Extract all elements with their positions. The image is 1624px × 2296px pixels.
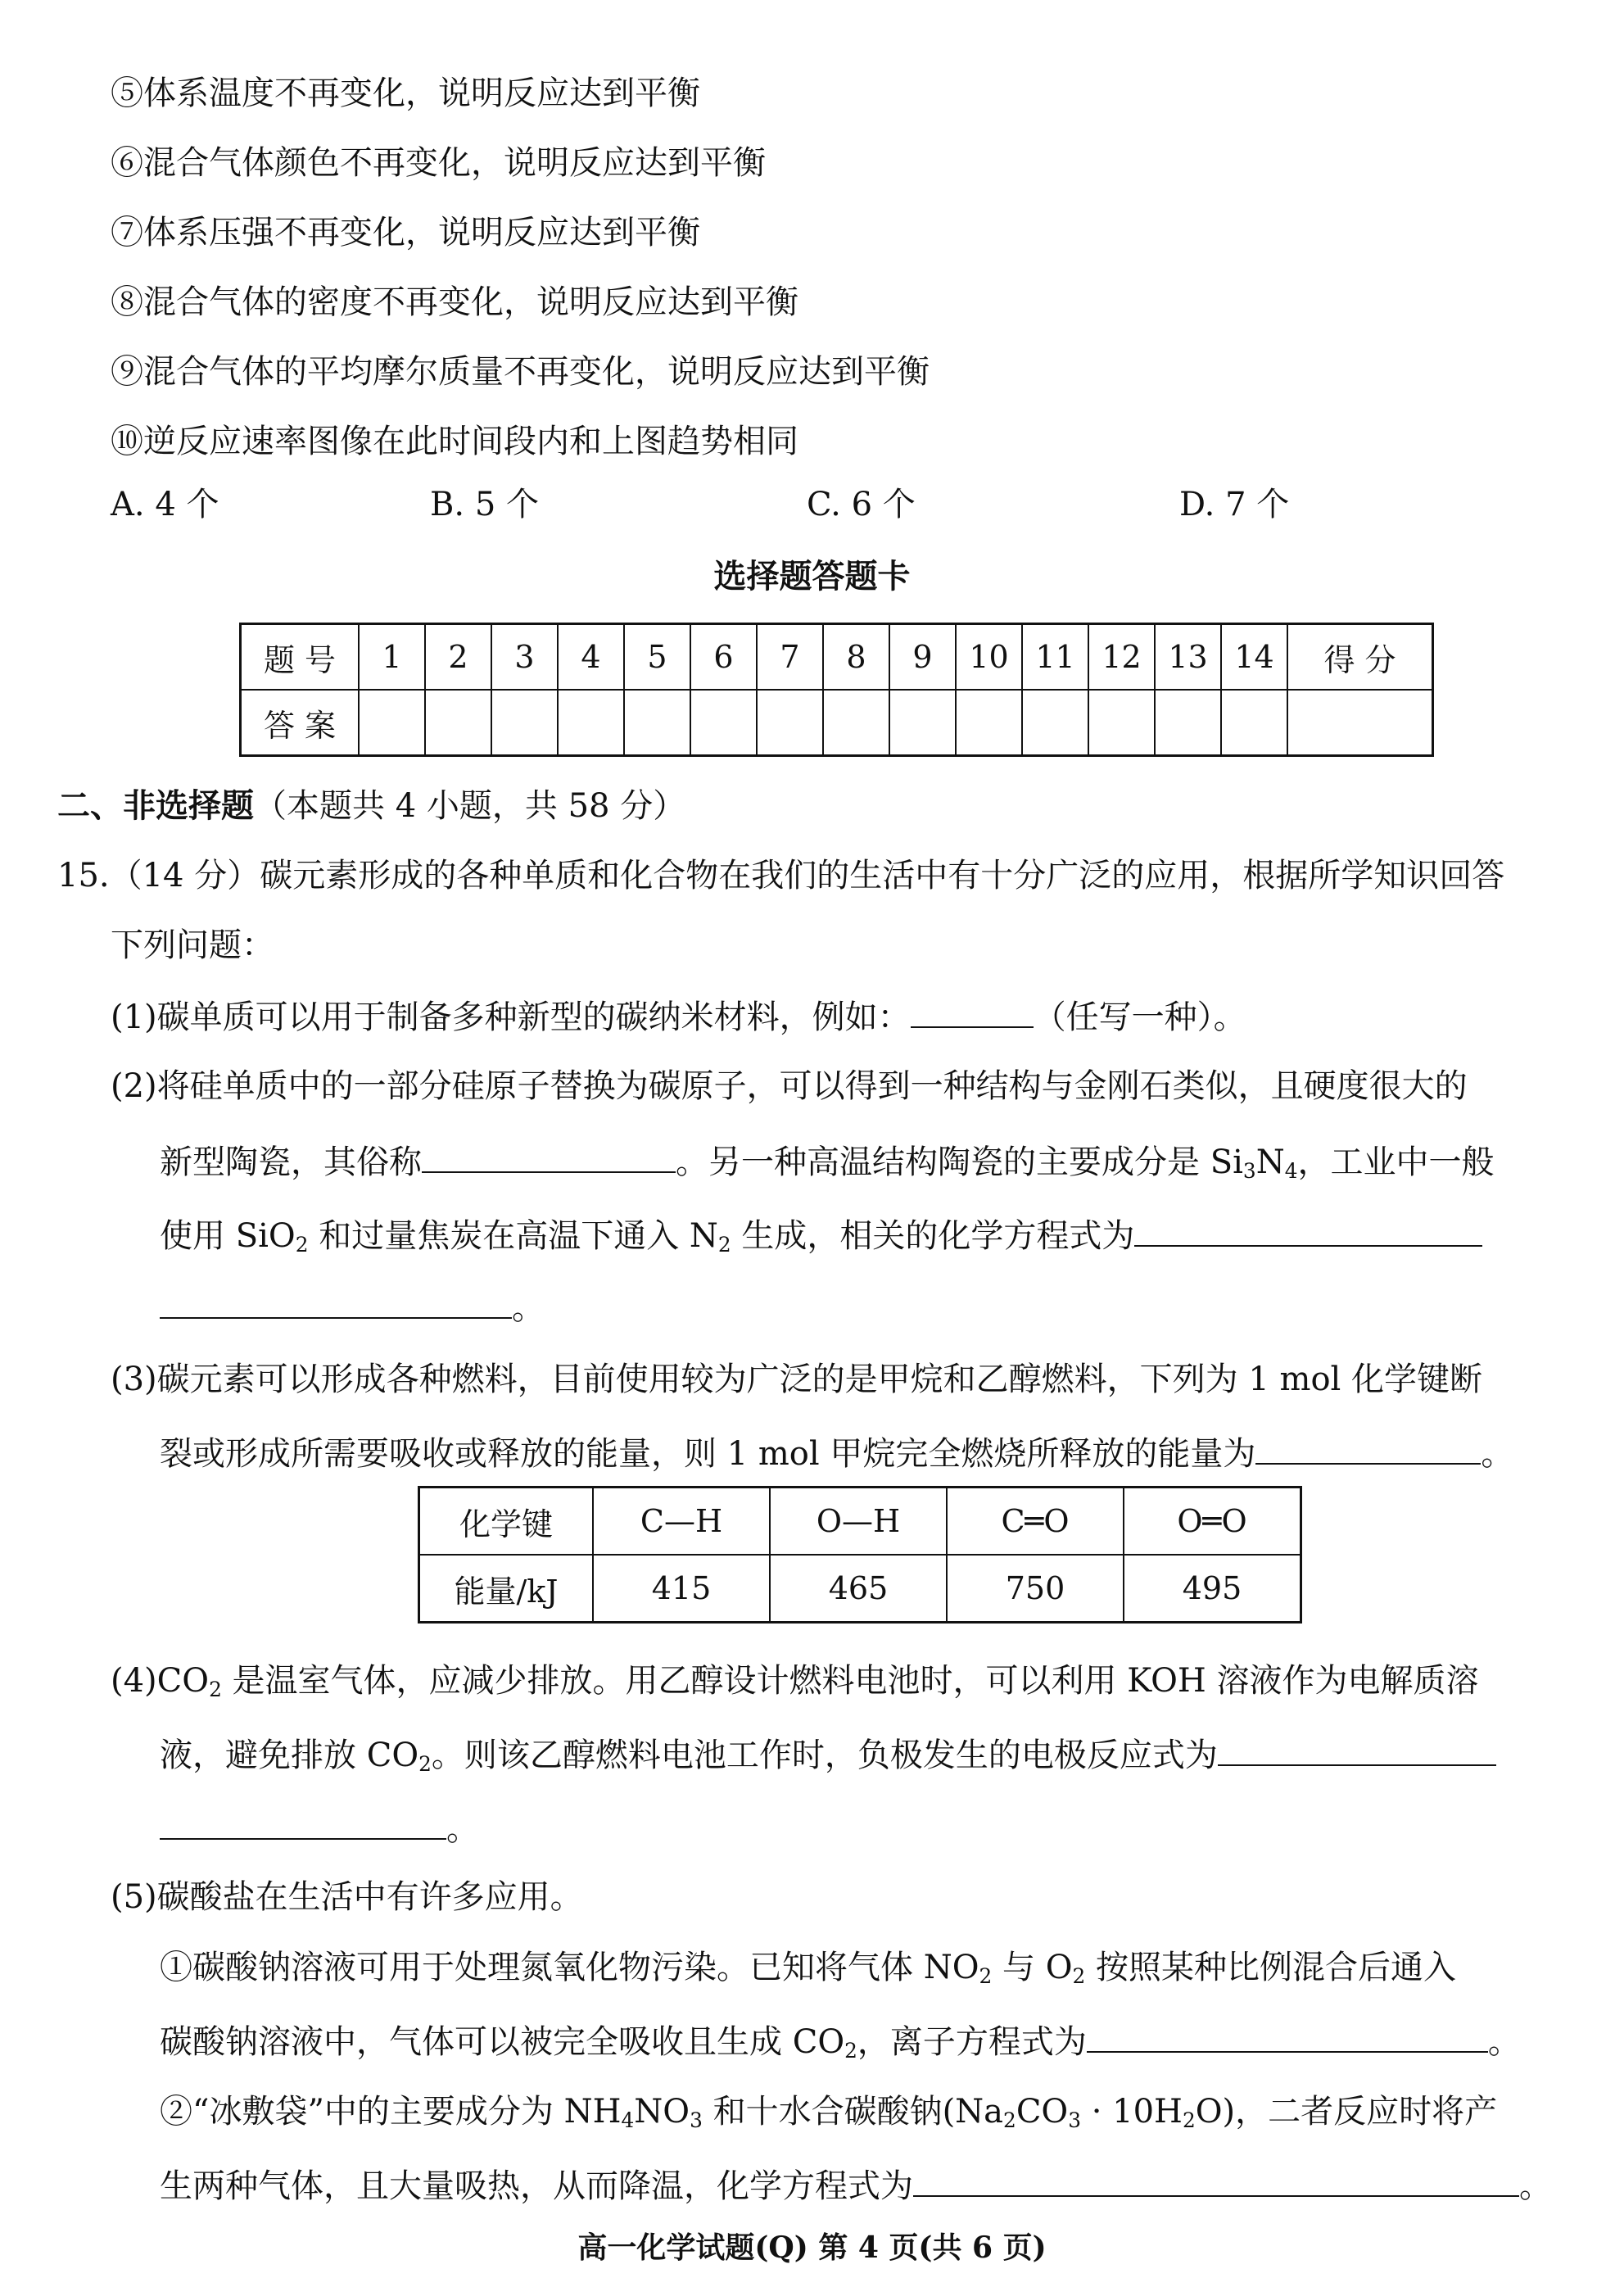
question-number: 10 [956, 624, 1022, 691]
question-number: 13 [1155, 624, 1221, 691]
subscript: 2 [844, 2039, 857, 2063]
bond-type: O—H [770, 1488, 947, 1556]
statement-9: ⑨混合气体的平均摩尔质量不再变化，说明反应达到平衡 [111, 353, 930, 391]
end-mark: 。 [512, 1289, 545, 1327]
subscript: 3 [690, 2108, 703, 2133]
answer-blank-5-cont[interactable] [160, 1807, 446, 1840]
question-number: 9 [889, 624, 956, 691]
answer-cell[interactable] [624, 690, 690, 756]
energy-value: 495 [1124, 1555, 1301, 1623]
statement-5: ⑤体系温度不再变化，说明反应达到平衡 [111, 75, 700, 112]
end-mark: 。 [446, 1810, 479, 1848]
answer-cell[interactable] [1022, 690, 1088, 756]
bond-header-row [419, 1488, 1301, 1556]
subscript: 3 [1242, 1159, 1256, 1184]
subscript: 2 [209, 1678, 222, 1702]
energy-value: 465 [770, 1555, 947, 1623]
answer-cell[interactable] [491, 690, 558, 756]
q15-part2-text: 和过量焦炭在高温下通入 N [308, 1217, 718, 1255]
energy-label: 能量/kJ [419, 1555, 594, 1623]
q15-part2-line4 [160, 1286, 545, 1328]
answer-blank-3[interactable] [1134, 1214, 1482, 1247]
q15-part2-line2 [160, 1140, 1494, 1182]
question-number: 14 [1221, 624, 1287, 691]
question-number: 3 [491, 624, 558, 691]
statement-10: ⑩逆反应速率图像在此时间段内和上图趋势相同 [111, 423, 798, 460]
answer-blank-1[interactable] [911, 995, 1034, 1028]
option-a: A. 4 个 [111, 486, 219, 523]
bond-energy-row [419, 1555, 1301, 1623]
answer-blank-2[interactable] [422, 1140, 676, 1173]
option-d: D. 7 个 [1179, 486, 1290, 523]
q15-part5-text: NO [634, 2093, 690, 2131]
bond-type: C═O [947, 1488, 1124, 1556]
answer-cell[interactable] [359, 690, 425, 756]
answer-blank-6[interactable] [1087, 2020, 1488, 2053]
subscript: 4 [1284, 1159, 1298, 1184]
energy-value: 750 [947, 1555, 1124, 1623]
q15-part5-text: · 10H [1081, 2093, 1183, 2131]
q15-part5-text: 碳酸钠溶液中，气体可以被完全吸收且生成 CO [160, 2023, 845, 2061]
answer-cell[interactable] [1155, 690, 1221, 756]
subscript: 2 [979, 1964, 993, 1989]
q15-part5-text: ①碳酸钠溶液可用于处理氮氧化物污染。已知将气体 NO [160, 1949, 979, 1986]
q15-part5-1-line2 [160, 2020, 1521, 2062]
statement-6: ⑥混合气体颜色不再变化，说明反应达到平衡 [111, 144, 766, 182]
question-number-label: 题 号 [241, 624, 360, 691]
question-number: 1 [359, 624, 425, 691]
q15-part4-text: 。则该乙醇燃料电池工作时，负极发生的电极反应式为 [431, 1737, 1218, 1774]
q15-part4-line3 [160, 1807, 479, 1849]
q15-part4-line2 [160, 1733, 1496, 1775]
q15-part5-text: 与 O [992, 1949, 1073, 1986]
q15-part5-text: ，离子方程式为 [857, 2023, 1087, 2061]
subscript: 2 [295, 1233, 309, 1257]
q15-part2-line1: (2)将硅单质中的一部分硅原子替换为碳原子，可以得到一种结构与金刚石类似，且硬度很大的 [111, 1067, 1468, 1105]
option-b: B. 5 个 [430, 486, 539, 523]
subscript: 2 [1003, 2108, 1016, 2133]
bond-type: O═O [1124, 1488, 1301, 1556]
score-label: 得 分 [1287, 624, 1433, 691]
section-2-title: 二、非选择题 [57, 786, 254, 825]
option-c: C. 6 个 [807, 486, 916, 523]
subscript: 2 [717, 1233, 731, 1257]
answer-card-answer-row [241, 690, 1433, 756]
answer-blank-5[interactable] [1218, 1733, 1496, 1766]
question-number: 5 [624, 624, 690, 691]
section-2-note: （本题共 4 小题，共 58 分） [254, 787, 686, 825]
subscript: 4 [621, 2108, 635, 2133]
question-number: 6 [690, 624, 757, 691]
statement-7: ⑦体系压强不再变化，说明反应达到平衡 [111, 214, 700, 251]
answer-card-number-row [241, 624, 1433, 691]
subscript: 3 [1068, 2108, 1081, 2133]
answer-options [111, 485, 1585, 524]
answer-blank-4[interactable] [1255, 1432, 1481, 1465]
answer-blank-3-cont[interactable] [160, 1286, 512, 1319]
q15-part3-line1: (3)碳元素可以形成各种燃料，目前使用较为广泛的是甲烷和乙醇燃料，下列为 1 mol 化学键断 [111, 1361, 1483, 1398]
q15-part5-2-line1 [160, 2092, 1497, 2131]
answer-cell[interactable] [889, 690, 956, 756]
q15-part5-text: 和十水合碳酸钠(Na [702, 2093, 1004, 2131]
q15-part5-1-line1 [160, 1948, 1456, 1987]
answer-cell[interactable] [823, 690, 889, 756]
answer-cell[interactable] [1221, 690, 1287, 756]
q15-part5-2-line2 [160, 2164, 1552, 2206]
section-2-heading [57, 786, 685, 826]
q15-part5-text: O)，二者反应时将产 [1195, 2093, 1498, 2131]
end-mark: 。 [1481, 1435, 1514, 1473]
subscript: 2 [1072, 1964, 1086, 1989]
end-mark: 。 [1519, 2167, 1552, 2205]
page-footer: 高一化学试题(Q) 第 4 页(共 6 页) [577, 2230, 1047, 2265]
q15-part1 [111, 995, 1246, 1037]
subscript: 2 [418, 1752, 432, 1777]
bond-header-label: 化学键 [419, 1488, 594, 1556]
subscript: 2 [1182, 2108, 1196, 2133]
bond-type: C—H [593, 1488, 770, 1556]
question-number: 11 [1022, 624, 1088, 691]
q15-part5-title: (5)碳酸盐在生活中有许多应用。 [111, 1878, 583, 1916]
question-number: 4 [558, 624, 624, 691]
question-number: 2 [425, 624, 491, 691]
q15-part5-text: CO [1016, 2093, 1069, 2131]
q15-part4-line1 [111, 1661, 1478, 1700]
q15-part3-text: 裂或形成所需要吸收或释放的能量，则 1 mol 甲烷完全燃烧所释放的能量为 [160, 1435, 1256, 1473]
answer-cell[interactable] [1088, 690, 1155, 756]
q15-part1-text: (1)碳单质可以用于制备多种新型的碳纳米材料，例如： [111, 999, 911, 1036]
answer-card-table [239, 623, 1434, 757]
q15-part4-text: 是温室气体，应减少排放。用乙醇设计燃料电池时，可以利用 KOH 溶液作为电解质溶 [221, 1662, 1479, 1700]
question-number: 7 [757, 624, 823, 691]
answer-cell[interactable] [956, 690, 1022, 756]
q15-intro-line1: 15.（14 分）碳元素形成的各种单质和化合物在我们的生活中有十分广泛的应用，根据所学知识回答 [57, 857, 1505, 894]
q15-part2-text: N [1255, 1143, 1285, 1181]
q15-part5-text: 生两种气体，且大量吸热，从而降温，化学方程式为 [160, 2167, 913, 2205]
end-mark: 。 [1487, 2023, 1521, 2061]
answer-cell[interactable] [558, 690, 624, 756]
q15-part4-text: 液，避免排放 CO [160, 1737, 419, 1774]
answer-card-title: 选择题答题卡 [713, 557, 911, 596]
answer-blank-7[interactable] [913, 2164, 1519, 2197]
answer-cell[interactable] [425, 690, 491, 756]
answer-cell[interactable] [757, 690, 823, 756]
q15-part2-text: 新型陶瓷，其俗称 [160, 1143, 422, 1181]
question-number: 12 [1088, 624, 1155, 691]
bond-energy-table [418, 1486, 1302, 1624]
q15-part5-text: 按照某种比例混合后通入 [1085, 1949, 1457, 1986]
q15-part3-line2 [160, 1432, 1513, 1474]
q15-intro-line2: 下列问题： [111, 926, 274, 964]
q15-part4-text: (4)CO [111, 1662, 210, 1700]
q15-part2-text: 。另一种高温结构陶瓷的主要成分是 Si [676, 1143, 1243, 1181]
answer-cell[interactable] [690, 690, 757, 756]
score-cell[interactable] [1287, 690, 1433, 756]
q15-part1-tail: （任写一种）。 [1033, 999, 1246, 1036]
q15-part2-text: 使用 SiO [160, 1217, 296, 1255]
statement-8: ⑧混合气体的密度不再变化，说明反应达到平衡 [111, 283, 798, 321]
q15-part2-line3 [160, 1214, 1482, 1256]
q15-part2-text: ，工业中一般 [1297, 1143, 1495, 1181]
q15-part5-text: ②“冰敷袋”中的主要成分为 NH [160, 2093, 622, 2131]
question-number: 8 [823, 624, 889, 691]
q15-part2-text: 生成，相关的化学方程式为 [731, 1217, 1135, 1255]
answer-label: 答 案 [241, 690, 360, 756]
energy-value: 415 [593, 1555, 770, 1623]
